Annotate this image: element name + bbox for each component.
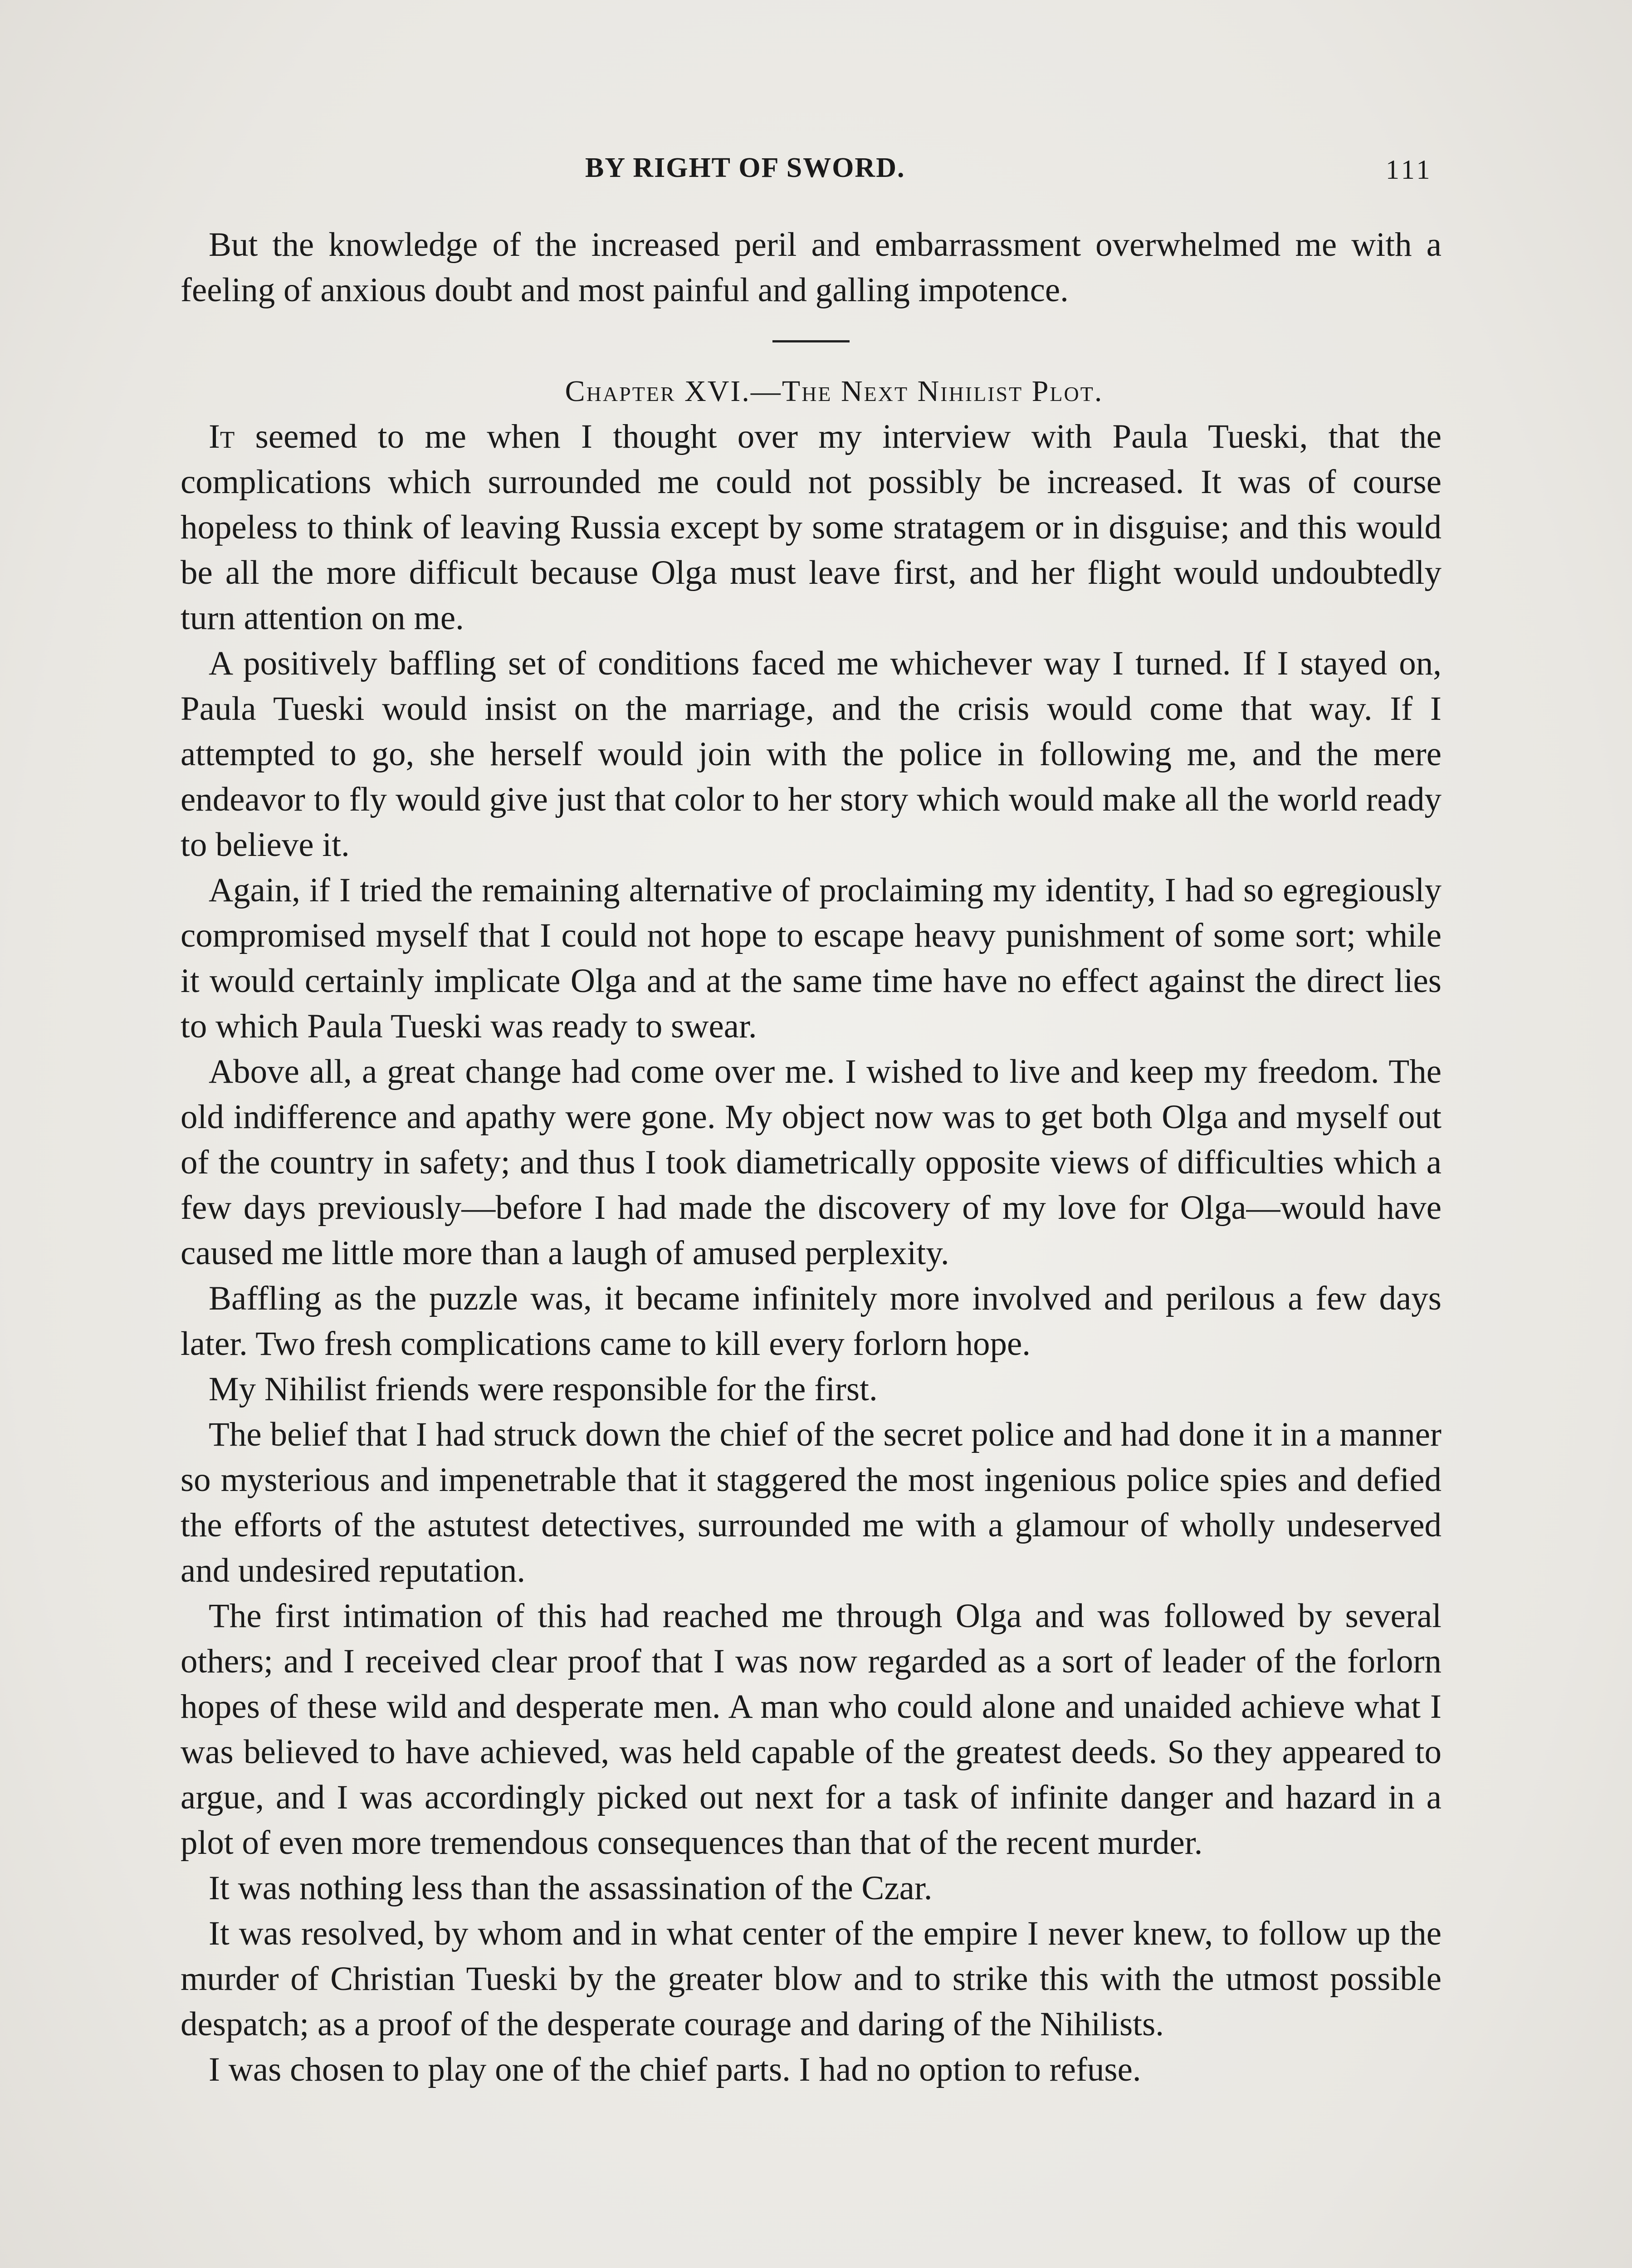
page-number: 111: [1386, 155, 1433, 185]
paragraph: My Nihilist friends were responsible for the first.: [209, 1370, 878, 1408]
paragraph: A positively baffling set of conditions faced me whichever way I turned. If I stayed on, Paula Tueski would insist on the marriage, and the crisis would come that way. If I attempted to go, she herself would join with the police in following me, and the mere endeavor to fly would give just that color to her story which would make all the world ready to believe it.: [181, 645, 1441, 864]
paragraph: The belief that I had struck down the chief of the secret police and had done it in a manner so mysterious and impenetrable that it staggered the most ingenious police spies and defied the efforts of the astutest detectives, surrounded me with a glamour of wholly undeserved and undesired reputation.: [181, 1416, 1441, 1589]
paragraph: It was resolved, by whom and in what center of the empire I never knew, to follow up the murder of Christian Tueski by the greater blow and to strike this with the utmost possible despatch; as a proof of the desperate courage and daring of the Nihilists.: [181, 1915, 1441, 2043]
paragraph: The first intimation of this had reached me through Olga and was followed by several others; and I received clear proof that I was now regarded as a sort of leader of the forlorn hopes of these wild and desperate men. A man who could alone and unaided achieve what I was believed to have achieved, was held capable of the greatest deeds. So they appeared to argue, and I was accordingly picked out next for a task of infinite danger and hazard in a plot of even more tremendous consequences than that of the recent murder.: [181, 1597, 1441, 1862]
paragraph: [181, 414, 1441, 641]
paragraph: Again, if I tried the remaining alternative of proclaiming my identity, I had so egregiously compromised myself that I could not hope to escape heavy punishment of some sort; while it would certainly implicate Olga and at the same time have no effect against the direct lies to which Paula Tueski was ready to swear.: [181, 871, 1441, 1045]
body-text: [181, 222, 1441, 2092]
paragraph-lead-word: It: [209, 418, 235, 455]
paragraph: Baffling as the puzzle was, it became infinitely more involved and perilous a few days later. Two fresh complications came to kill every forlorn hope.: [181, 1280, 1441, 1363]
section-divider: [772, 340, 850, 342]
chapter-heading: Chapter XVI.—The Next Nihilist Plot.: [565, 375, 1104, 408]
opening-paragraph: But the knowledge of the increased peril and embarrassment overwhelmed me with a feeling of anxious doubt and most painful and galling impotence.: [181, 226, 1441, 309]
paragraph: It was nothing less than the assassination of the Czar.: [209, 1869, 933, 1907]
paragraph-text: seemed to me when I thought over my interview with Paula Tueski, that the complications which surrounded me could not possibly be increased. It was of course hopeless to think of leaving Russia except by some stratagem or in disguise; and this would be all the more difficult because Olga must leave first, and her flight would undoubtedly turn attention on me.: [181, 418, 1441, 637]
paragraph: Above all, a great change had come over me. I wished to live and keep my freedom. The old indifference and apathy were gone. My object now was to get both Olga and myself out of the country in safety; and thus I took diametrically opposite views of difficulties which a few days previously—before I had made the discovery of my love for Olga—would have caused me little more than a laugh of amused perplexity.: [181, 1053, 1441, 1272]
paragraph: I was chosen to play one of the chief parts. I had no option to refuse.: [209, 2051, 1141, 2088]
running-title: BY RIGHT OF SWORD.: [585, 152, 905, 183]
